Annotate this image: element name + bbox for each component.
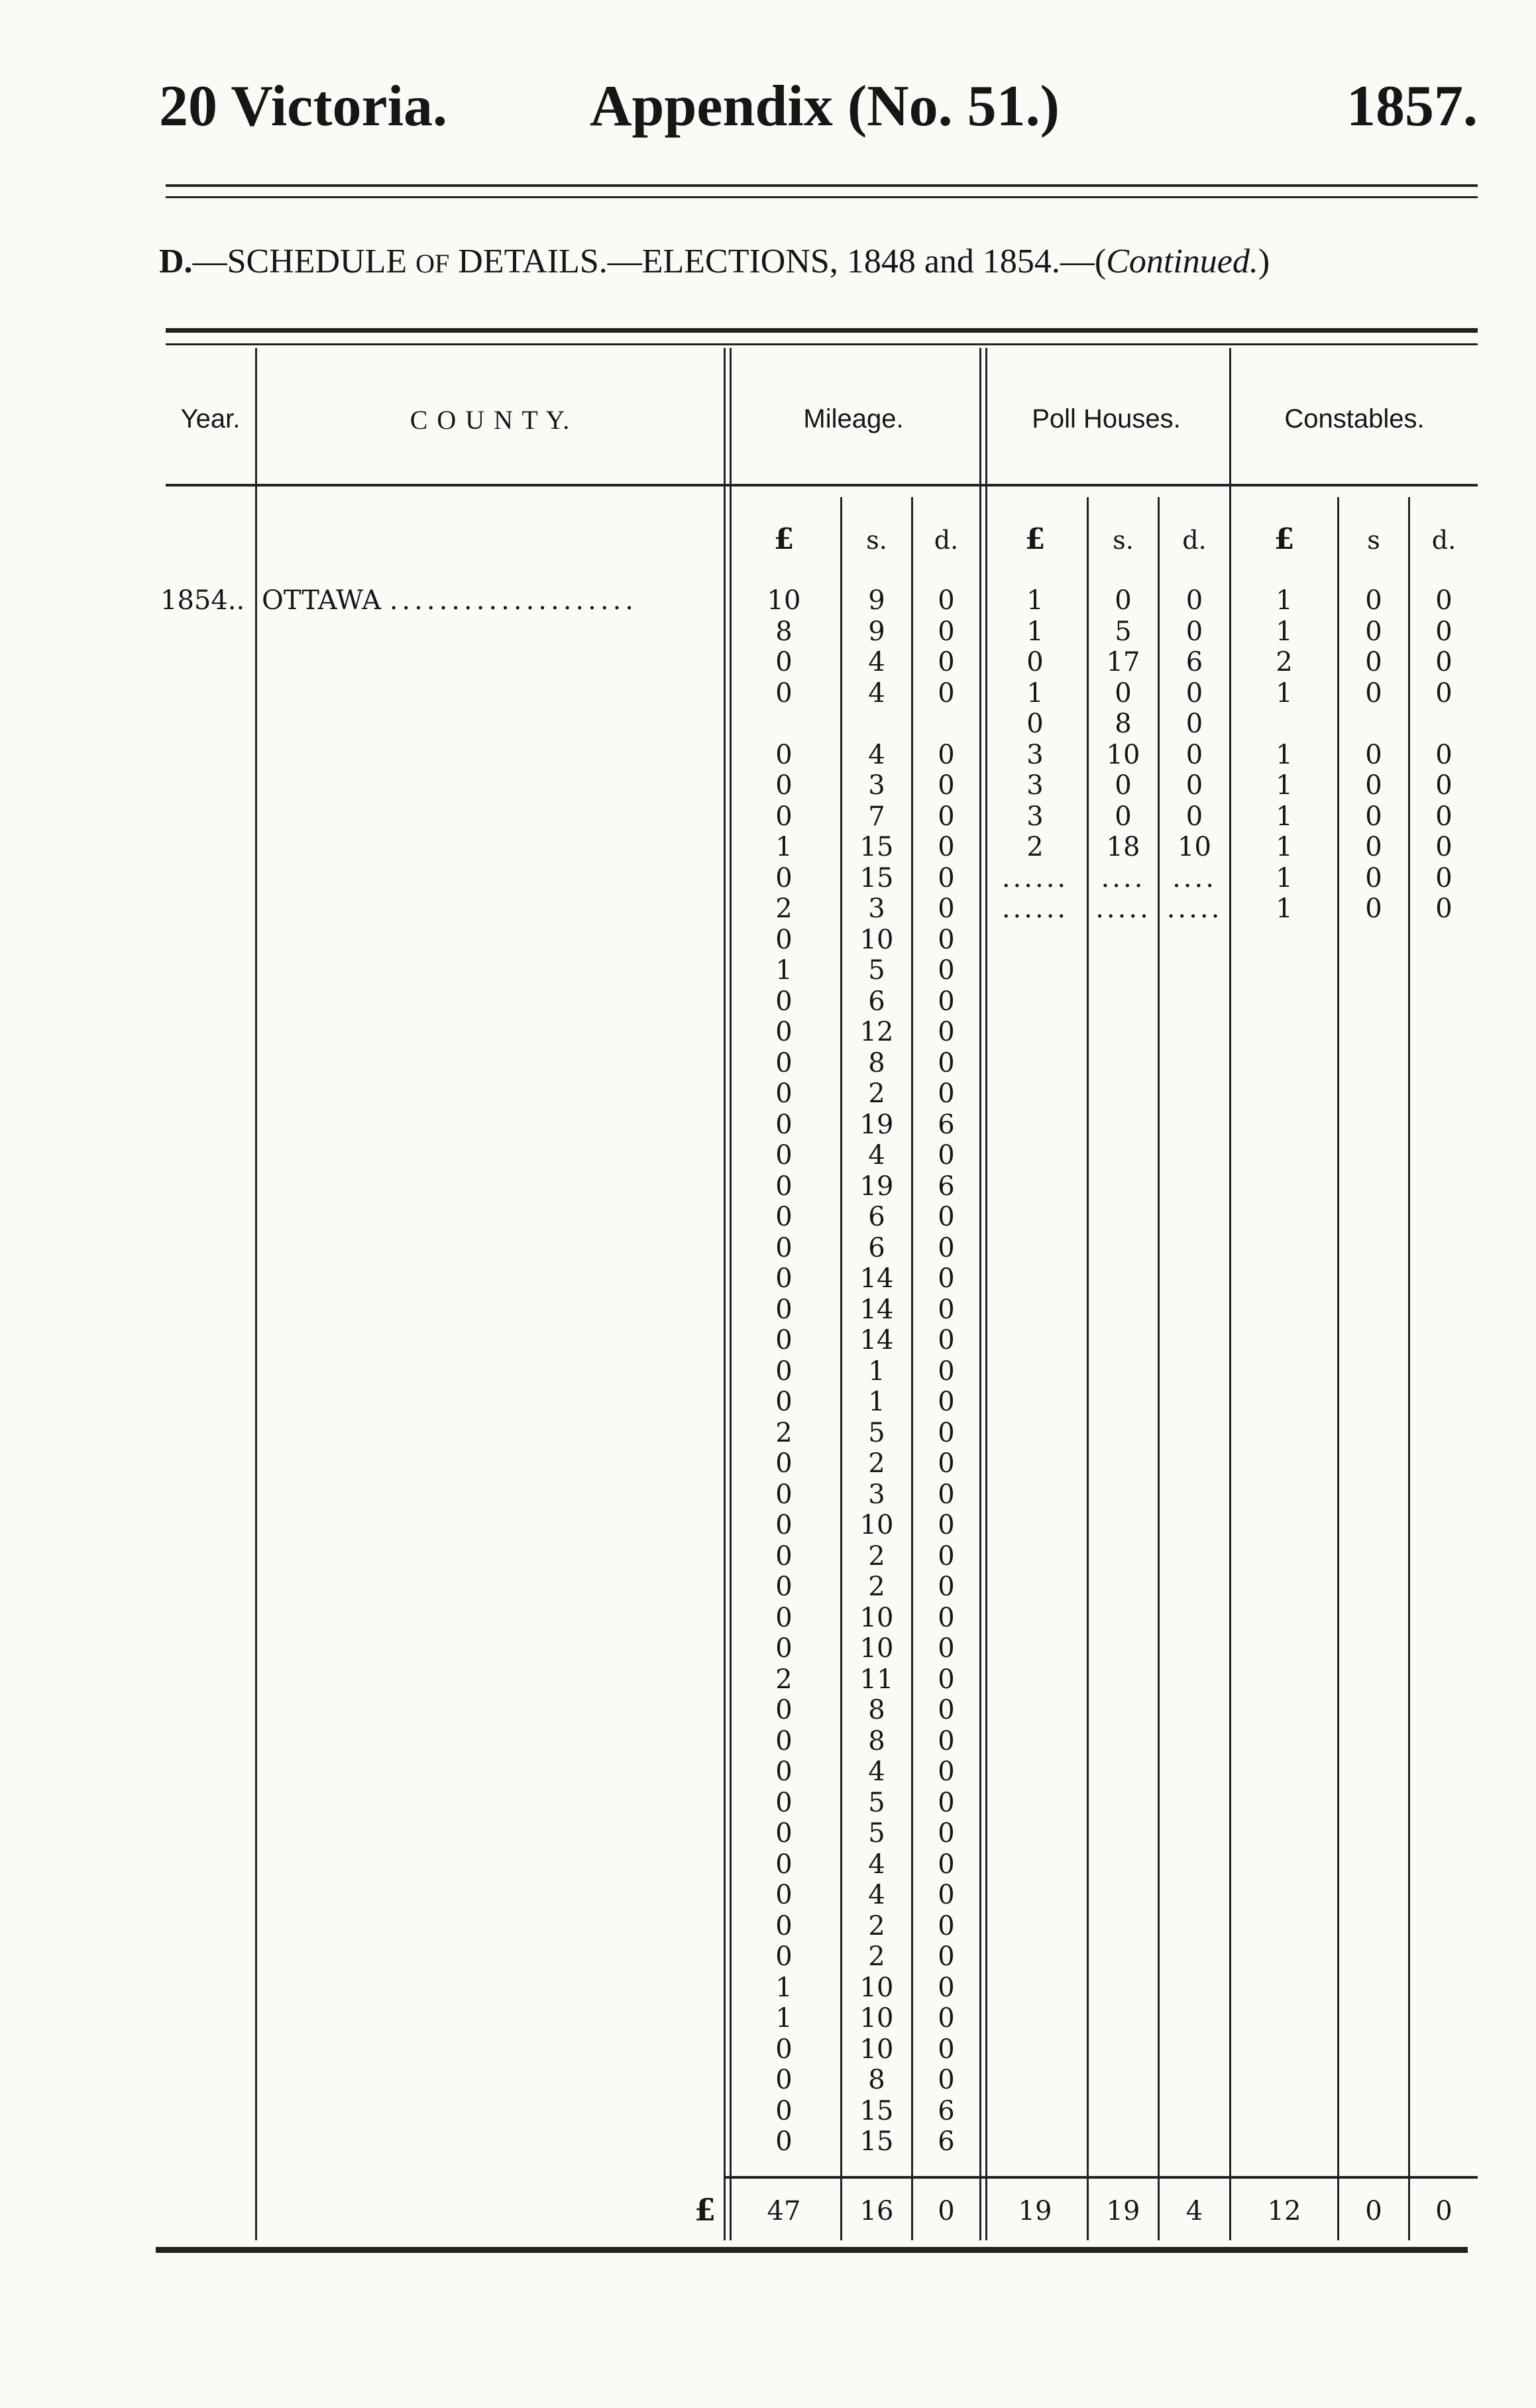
mileage-pounds-column — [728, 585, 840, 2157]
table-cell: 0 — [938, 1787, 955, 1818]
table-cell: 0 — [938, 1202, 955, 1232]
table-cell: 0 — [938, 1355, 955, 1387]
table-cell: 0 — [775, 739, 793, 770]
table-cell: 0 — [938, 1294, 955, 1325]
subtitle-part2: OF — [415, 249, 450, 278]
table-cell: 0 — [775, 2065, 793, 2095]
table-cell: 0 — [938, 2065, 955, 2095]
header-rule — [166, 184, 1478, 198]
table-cell: 0 — [938, 1818, 955, 1849]
table-cell: 6 — [938, 1171, 955, 1202]
table-cell: 0 — [938, 1448, 955, 1479]
table-cell: 0 — [775, 1572, 793, 1602]
table-cell: 0 — [1435, 647, 1453, 677]
const-pounds-column — [1231, 585, 1337, 925]
table-cell: 4 — [868, 647, 885, 677]
table-cell: ..... — [1166, 893, 1223, 924]
table-cell: 0 — [938, 1695, 955, 1725]
table-cell: .... — [1101, 862, 1146, 893]
total-mileage-pence: 0 — [938, 2196, 955, 2226]
table-cell: 0 — [1365, 739, 1382, 770]
table-cell: 6 — [938, 1109, 955, 1140]
table-cell: 2 — [868, 1572, 885, 1602]
table-cell: 1 — [775, 955, 793, 986]
leader-dots: .................... — [389, 585, 637, 616]
table-cell: 1 — [1276, 585, 1293, 616]
table-cell: 0 — [1365, 647, 1382, 677]
table-cell: 0 — [775, 1078, 793, 1109]
table-cell: 0 — [775, 1479, 793, 1510]
table-cell: 1 — [775, 832, 793, 862]
table-cell: 1 — [868, 1387, 885, 1417]
table-cell: 0 — [938, 616, 955, 647]
table-cell: 4 — [868, 1140, 885, 1171]
table-cell: .... — [1172, 862, 1217, 893]
table-cell: 1 — [1276, 801, 1293, 832]
table-cell: 0 — [1365, 616, 1382, 647]
year-title: 1857. — [1346, 74, 1478, 139]
table-cell: 14 — [859, 1263, 894, 1294]
table-cell: 10 — [1178, 832, 1211, 862]
table-cell: 0 — [938, 1540, 955, 1572]
table-cell: 0 — [1435, 770, 1453, 801]
table-cell: 0 — [938, 801, 955, 832]
table-cell: 5 — [868, 955, 885, 986]
table-cell: 10 — [859, 1510, 894, 1540]
table-cell: 3 — [868, 770, 885, 801]
table-cell: 0 — [775, 1818, 793, 1849]
table-cell: 0 — [1435, 893, 1453, 924]
table-cell — [842, 709, 911, 740]
table-cell: 8 — [868, 2065, 885, 2095]
table-cell: 0 — [775, 1263, 793, 1294]
table-cell: 0 — [938, 1725, 955, 1756]
table-cell: 0 — [1185, 616, 1203, 647]
table-cell: 0 — [775, 1140, 793, 1171]
table-cell: 2 — [775, 893, 793, 924]
table-cell: 0 — [775, 2095, 793, 2126]
table-cell: 0 — [938, 1417, 955, 1448]
table-cell: 0 — [775, 801, 793, 832]
table-cell: 1 — [1276, 862, 1293, 893]
table-cell: 0 — [1365, 585, 1382, 616]
table-cell: 0 — [1435, 585, 1453, 616]
table-cell: 2 — [868, 1078, 885, 1109]
table-cell: 5 — [868, 1417, 885, 1448]
mileage-pence-column — [913, 585, 979, 2157]
table-cell: 2 — [868, 1910, 885, 1941]
unit-mileage-shillings: s. — [866, 526, 887, 555]
table-cell: 0 — [775, 1017, 793, 1047]
table-cell: 6 — [868, 1232, 885, 1263]
table-cell: 0 — [775, 1849, 793, 1880]
table-cell: 19 — [859, 1109, 894, 1140]
table-cell: 8 — [868, 1725, 885, 1756]
table-cell: 0 — [775, 1880, 793, 1910]
table-cell: 0 — [938, 1140, 955, 1171]
table-cell: 2 — [775, 1664, 793, 1695]
table-cell: 0 — [938, 647, 955, 677]
table-cell: 7 — [868, 801, 885, 832]
table-cell: 10 — [1106, 739, 1140, 770]
table-cell: 0 — [1365, 677, 1382, 709]
table-cell: 0 — [1435, 801, 1453, 832]
table-cell: 11 — [859, 1664, 894, 1695]
table-cell: 0 — [938, 1232, 955, 1263]
table-cell: 2 — [868, 1448, 885, 1479]
table-cell: 0 — [938, 832, 955, 862]
table-cell: 4 — [868, 677, 885, 709]
table-cell: 0 — [938, 1572, 955, 1602]
table-cell: 8 — [868, 1047, 885, 1078]
poll-pounds-column — [983, 585, 1087, 925]
total-mileage-pounds: 47 — [767, 2196, 801, 2226]
table-cell: 4 — [868, 739, 885, 770]
schedule-subtitle — [159, 242, 1484, 281]
table-cell: 0 — [938, 1047, 955, 1078]
table-cell: 0 — [1435, 862, 1453, 893]
table-cell: 0 — [1115, 585, 1132, 616]
table-cell: 0 — [1435, 677, 1453, 709]
table-cell: 1 — [1276, 616, 1293, 647]
table-cell: 0 — [1435, 616, 1453, 647]
table-cell: 0 — [938, 739, 955, 770]
table-cell: 0 — [938, 924, 955, 955]
table-cell: 6 — [1185, 647, 1203, 677]
table-cell: 0 — [938, 585, 955, 616]
unit-const-shillings: s — [1367, 526, 1380, 555]
header-constables: Constables. — [1284, 404, 1425, 433]
subtitle-continued: Continued. — [1106, 243, 1258, 280]
table-cell: 0 — [938, 1479, 955, 1510]
unit-poll-pence: d. — [1182, 526, 1207, 555]
table-cell: 0 — [775, 1325, 793, 1355]
table-cell: 0 — [938, 1387, 955, 1417]
table-cell: 0 — [1115, 677, 1132, 709]
table-cell: 3 — [1026, 770, 1044, 801]
header-year: Year. — [180, 404, 241, 433]
table-cell: 0 — [775, 1910, 793, 1941]
total-poll-pounds: 19 — [1018, 2196, 1052, 2226]
table-cell: 0 — [1365, 770, 1382, 801]
table-cell: 0 — [775, 1695, 793, 1725]
table-cell: ...... — [1001, 862, 1069, 893]
table-cell: 0 — [1365, 801, 1382, 832]
table-cell: 4 — [868, 1849, 885, 1880]
table-cell: 0 — [1185, 677, 1203, 709]
table-cell: 15 — [859, 832, 894, 862]
table-cell: 0 — [775, 862, 793, 893]
table-cell: 3 — [1026, 739, 1044, 770]
table-cell: ..... — [1095, 893, 1151, 924]
table-cell: 0 — [938, 1880, 955, 1910]
table-cell: 5 — [868, 1787, 885, 1818]
table-cell: 0 — [1185, 739, 1203, 770]
table-cell: 0 — [775, 1448, 793, 1479]
table-cell: 0 — [1185, 770, 1203, 801]
row-county — [262, 585, 637, 616]
table-cell: 1 — [868, 1355, 885, 1387]
table-cell: 1 — [775, 1972, 793, 2003]
poll-pence-column — [1160, 585, 1229, 925]
table-cell: 0 — [775, 1202, 793, 1232]
table-cell: 2 — [775, 1417, 793, 1448]
table-cell: 0 — [775, 924, 793, 955]
table-cell — [728, 709, 840, 740]
table-cell: 0 — [938, 862, 955, 893]
header-bottom-rule — [166, 484, 1478, 487]
table-cell: 4 — [868, 1756, 885, 1787]
table-cell: 0 — [938, 1078, 955, 1109]
appendix-title: Appendix (No. 51.) — [590, 74, 1060, 139]
table-cell: 19 — [859, 1171, 894, 1202]
header-mileage: Mileage. — [803, 404, 904, 433]
unit-mileage-pound: £ — [773, 522, 795, 556]
table-cell — [1410, 709, 1478, 740]
table-cell: 10 — [859, 2034, 894, 2065]
table-cell: 0 — [775, 986, 793, 1017]
table-cell: 0 — [1365, 893, 1382, 924]
table-cell: 14 — [859, 1294, 894, 1325]
table-cell: 3 — [868, 893, 885, 924]
session-title: 20 Victoria. — [159, 74, 448, 139]
county-name: OTTAWA — [262, 585, 381, 616]
table-cell: 0 — [938, 1602, 955, 1633]
table-cell — [913, 709, 979, 740]
table-cell: 6 — [938, 2126, 955, 2157]
subtitle-part4: ) — [1258, 243, 1270, 280]
table-cell: 9 — [868, 616, 885, 647]
table-cell: 0 — [775, 1171, 793, 1202]
total-const-shillings: 0 — [1365, 2196, 1382, 2226]
table-cell: 0 — [938, 955, 955, 986]
bottom-rule — [156, 2247, 1468, 2253]
table-cell: 10 — [859, 2003, 894, 2034]
unit-poll-pound: £ — [1024, 522, 1046, 556]
table-cell: 10 — [859, 1972, 894, 2003]
subtitle-part3: DETAILS.—ELECTIONS, 1848 and 1854.—( — [449, 243, 1107, 280]
table-cell: 10 — [859, 924, 894, 955]
table-cell: 0 — [938, 2034, 955, 2065]
table-cell: 6 — [868, 1202, 885, 1232]
table-cell: 1 — [1276, 832, 1293, 862]
table-cell: 0 — [1115, 801, 1132, 832]
table-cell: 18 — [1106, 832, 1140, 862]
const-shillings-column — [1339, 585, 1408, 925]
table-cell: 0 — [775, 1387, 793, 1417]
table-cell: 0 — [775, 1232, 793, 1263]
table-cell: 0 — [775, 677, 793, 709]
table-cell: 0 — [1026, 709, 1044, 739]
table-cell: 0 — [1435, 832, 1453, 862]
table-cell: 8 — [775, 616, 793, 647]
table-cell: 0 — [938, 1510, 955, 1540]
table-cell: 0 — [938, 1849, 955, 1880]
table-cell: 0 — [1115, 770, 1132, 801]
table-cell: 2 — [868, 1540, 885, 1572]
table-cell: 14 — [859, 1325, 894, 1355]
table-cell: 0 — [938, 1263, 955, 1294]
table-cell: 10 — [859, 1602, 894, 1633]
table-cell — [1339, 709, 1408, 740]
table-cell: 1 — [1276, 770, 1293, 801]
row-year: 1854.. — [160, 585, 245, 616]
table-cell: 0 — [1185, 585, 1203, 616]
table-cell: 1 — [1276, 893, 1293, 924]
table-cell: 0 — [775, 1941, 793, 1972]
table-cell: 0 — [1185, 801, 1203, 832]
table-cell: 0 — [938, 1664, 955, 1695]
table-cell: 0 — [775, 1510, 793, 1540]
total-const-pounds: 12 — [1267, 2196, 1301, 2226]
table-cell: 0 — [938, 2003, 955, 2034]
table-cell: 3 — [1026, 801, 1044, 832]
table-cell: 3 — [868, 1479, 885, 1510]
table-cell: 0 — [775, 770, 793, 801]
table-cell: 2 — [1276, 647, 1293, 677]
table-cell: 0 — [775, 1633, 793, 1664]
table-cell: 10 — [859, 1633, 894, 1664]
table-cell: 15 — [859, 2126, 894, 2157]
col-divider-year — [255, 348, 257, 2240]
table-cell: 0 — [938, 1756, 955, 1787]
table-cell: 0 — [938, 677, 955, 709]
table-cell: 6 — [938, 2095, 955, 2126]
table-cell: 15 — [859, 2095, 894, 2126]
table-cell: 0 — [1365, 862, 1382, 893]
table-cell: 0 — [775, 647, 793, 677]
table-cell: 0 — [1185, 709, 1203, 739]
schedule-letter: D. — [159, 243, 193, 280]
table-cell: 2 — [1026, 832, 1044, 862]
table-cell: 0 — [938, 1972, 955, 2003]
subtitle-part1: —SCHEDULE — [192, 243, 416, 280]
const-pence-column — [1410, 585, 1478, 925]
table-cell: 0 — [775, 1109, 793, 1140]
table-cell: 0 — [775, 1756, 793, 1787]
table-cell: 0 — [938, 893, 955, 924]
totals-rule — [724, 2176, 1478, 2179]
table-cell: 0 — [1435, 739, 1453, 770]
table-cell: 0 — [938, 770, 955, 801]
table-cell: 12 — [859, 1017, 894, 1047]
table-cell: 1 — [1026, 677, 1044, 709]
total-mileage-shillings: 16 — [859, 2196, 894, 2226]
unit-poll-shillings: s. — [1113, 526, 1134, 555]
table-cell: 5 — [868, 1818, 885, 1849]
schedule-table — [160, 348, 1478, 2237]
table-cell: 0 — [775, 1602, 793, 1633]
table-cell: 1 — [1276, 677, 1293, 709]
mileage-shillings-column — [842, 585, 911, 2157]
table-cell: 0 — [1026, 647, 1044, 677]
table-cell: 10 — [767, 585, 801, 616]
unit-const-pound: £ — [1274, 522, 1295, 556]
table-cell: 4 — [868, 1880, 885, 1910]
table-cell: 9 — [868, 585, 885, 616]
total-const-pence: 0 — [1435, 2196, 1453, 2226]
table-cell: 1 — [775, 2003, 793, 2034]
page-header — [159, 73, 1478, 172]
table-cell: 8 — [1115, 709, 1132, 739]
table-cell: 6 — [868, 986, 885, 1017]
table-cell: 15 — [859, 862, 894, 893]
table-cell: 0 — [775, 2034, 793, 2065]
table-cell: 0 — [775, 1294, 793, 1325]
table-cell: 0 — [1365, 832, 1382, 862]
table-cell: 1 — [1026, 616, 1044, 647]
table-cell: 8 — [868, 1695, 885, 1725]
unit-mileage-pence: d. — [934, 526, 959, 555]
header-poll-houses: Poll Houses. — [1032, 404, 1181, 433]
total-poll-pence: 4 — [1185, 2196, 1203, 2226]
table-cell: 0 — [775, 2126, 793, 2157]
table-top-rule — [166, 328, 1478, 345]
table-cell: 0 — [938, 1325, 955, 1355]
table-cell — [1231, 709, 1337, 740]
table-cell: 0 — [775, 1355, 793, 1387]
table-cell: ...... — [1001, 893, 1069, 924]
table-cell: 0 — [775, 1725, 793, 1756]
unit-const-pence: d. — [1431, 526, 1456, 555]
total-poll-shillings: 19 — [1106, 2196, 1140, 2226]
table-cell: 5 — [1115, 616, 1132, 647]
table-cell: 0 — [938, 1633, 955, 1664]
table-cell: 1 — [1276, 739, 1293, 770]
table-cell: 0 — [938, 986, 955, 1017]
table-cell: 2 — [868, 1941, 885, 1972]
table-cell: 0 — [775, 1540, 793, 1572]
table-cell: 0 — [775, 1047, 793, 1078]
table-cell: 0 — [775, 1787, 793, 1818]
poll-shillings-column — [1089, 585, 1158, 925]
table-cell: 0 — [938, 1941, 955, 1972]
header-county: C O U N T Y. — [410, 405, 571, 435]
table-cell: 0 — [938, 1017, 955, 1047]
total-pound-symbol: £ — [694, 2192, 716, 2228]
table-cell: 1 — [1026, 585, 1044, 616]
table-cell: 17 — [1106, 647, 1140, 677]
table-cell: 0 — [938, 1910, 955, 1941]
